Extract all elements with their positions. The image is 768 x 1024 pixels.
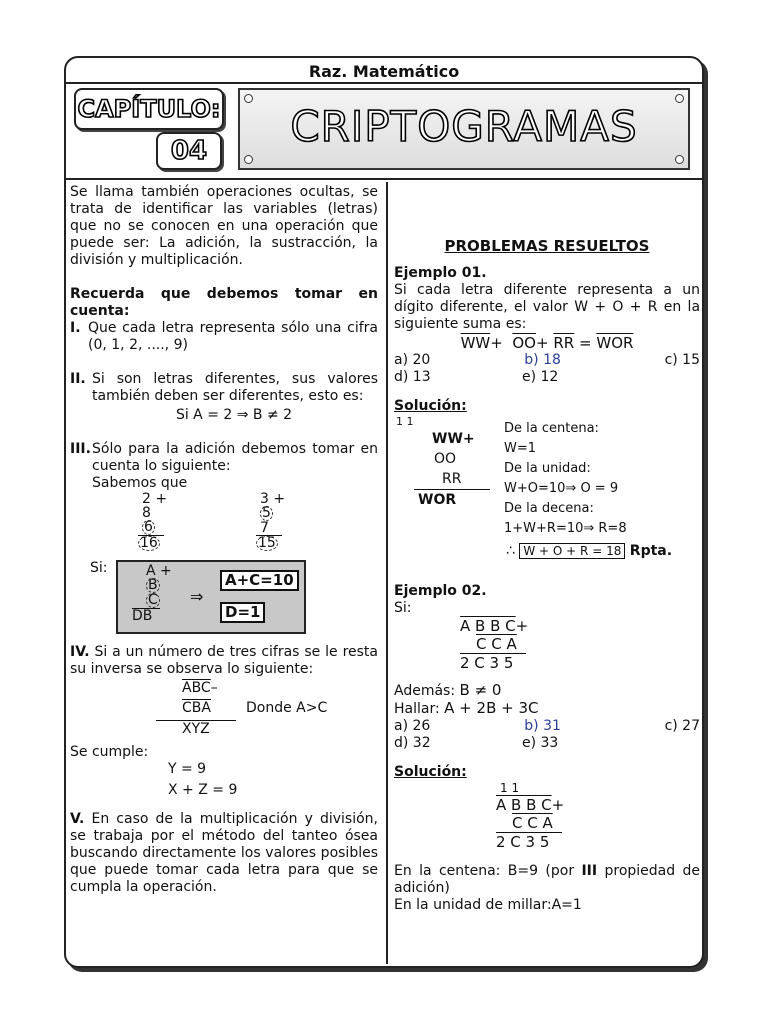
rule-3: III. Sólo para la adición debemos tomar en cuenta lo siguiente: xyxy=(70,441,378,474)
se-cumple: Se cumple: xyxy=(70,744,149,760)
example-2-title: Ejemplo 02. xyxy=(394,583,487,599)
sabemos-que: Sabemos que xyxy=(92,475,188,491)
rule-1: I. Que cada letra representa sólo una cifra (0, 1, 2, ...., 9) xyxy=(70,320,378,353)
example-1-equation: $\overline{WW}+ \overline{OO}+ \overline{RR} = \overline{WOR}$ xyxy=(460,334,634,352)
si-rule-row: Si: A + B C DB ⇒ A+C=10 D=1 xyxy=(70,556,378,634)
solution-2-text: En la centena: B=9 (por III propiedad de adición) xyxy=(394,863,701,896)
addition-example-1: 2 + 8 6 16 xyxy=(140,491,168,551)
example-2-options: a) 26 b) 31 c) 27 xyxy=(394,718,700,734)
page-frame xyxy=(64,56,704,968)
column-separator xyxy=(386,182,388,964)
solution-2-title: Solución: xyxy=(394,764,467,780)
chapter-banner xyxy=(70,84,698,172)
solution-2-operation: 1 1 A B B C+ C C A 2 C 3 5 xyxy=(496,781,565,851)
example-2-condition: Además: B ≠ 0 xyxy=(394,681,502,699)
example-2-find: Hallar: A + 2B + 3C xyxy=(394,699,539,717)
title-plate xyxy=(238,88,690,170)
subject-header: Raz. Matemático xyxy=(308,62,460,81)
solution-1-answer: ∴ W + O + R = 18 Rpta. xyxy=(506,543,673,559)
addition-example-2: 3 + 5 7 15 xyxy=(258,491,286,551)
banner-divider xyxy=(66,178,702,180)
left-column: Se llama también operaciones ocultas, se trata de identificar las variables (letras) que no se conocen en una operación que puede ser: La adición, la sustracción, la división y multiplicación. Recuerda que debemos tomar en cuenta: I. Que cada letra representa sólo una cifra (0, 1, 2, ...., 9) II. Si son letras diferentes, sus valores también deben ser diferentes, esto es: Si A = 2 ⇒ B ≠ 2 III. Sólo para la adición debemos tomar en cuenta lo siguiente: Sabemos que 2 + 8 6 16 3 + 5 7 15 Si: A + B C DB ⇒ A+C=10 D=1 IV. Si a un número de tres cifras se le resta su inversa se observa lo siguiente: $\overline{ABC}-$ $\overline{CBA}$ Donde A>C XYZ Se cumple: Y = 9 X + Z = 9 V. En caso de la multiplicación y división, se trabaja por el método del tanteo ósea buscando directamente los valores posibles que puede tomar cada letra para que se cumpla la operación. xyxy=(70,184,378,895)
rule-5: V. En caso de la multiplicación y división, se trabaja por el método del tanteo ósea buscando directamente los valores posibles que puede tomar cada letra para que se cumpla la operación. xyxy=(70,811,378,895)
example-2-operation: A B B C+ C C A 2 C 3 5 xyxy=(460,617,529,672)
right-column: PROBLEMAS RESUELTOS Ejemplo 01. Si cada letra diferente representa a un dígito diferente, el valor W + O + R en la siguiente suma es: $\overline{WW}+ \overline{OO}+ \overline{RR} = \overline{WOR}$ a) 20 b) 18 c) 15 d) 13 e) 12 Solución: 1 1 WW+ OO RR WOR De la centena: W=1 De la unidad: W+O=10⇒ O = 9 De la decena: 1+W+R=10⇒ R=8 ∴ W + O + R = 18 Rpta. Ejemplo 02. Si: A B B C+ C C A 2 C 3 5 Además: B ≠ 0 Hallar: A + 2B + 3C a) 26 b) 31 c) 27 d) 32 e) 33 Solución: 1 1 A B B C+ C C A 2 C 3 5 En la centena: B=9 (por III propiedad de adición) En la unidad de millar:A=1 xyxy=(394,237,701,913)
rule-2-formula: Si A = 2 ⇒ B ≠ 2 xyxy=(175,407,293,423)
rule-4: IV. Si a un número de tres cifras se le resta su inversa se observa lo siguiente: xyxy=(70,644,378,677)
recuerda-heading: Recuerda que debemos tomar en cuenta: xyxy=(70,286,378,319)
solution-1-title: Solución: xyxy=(394,398,467,414)
solution-1-work: 1 1 WW+ OO RR WOR De la centena: W=1 De la unidad: W+O=10⇒ O = 9 De la decena: 1+W+R=10⇒ R=8 ∴ W + O + R = 18 Rpta. xyxy=(396,415,673,559)
chapter-title: CRIPTOGRAMAS xyxy=(290,102,638,151)
example-1-options: a) 20 b) 18 c) 15 xyxy=(394,352,700,368)
example-1-text: Si cada letra diferente representa a un dígito diferente, el valor W + O + R en la siguiente suma es: xyxy=(394,282,701,332)
implies-icon: ⇒ xyxy=(190,587,204,606)
subtraction-layout: $\overline{ABC}-$ $\overline{CBA}$ Donde A>C XYZ xyxy=(70,678,378,744)
rule-box: A + B C DB ⇒ A+C=10 D=1 xyxy=(116,560,306,634)
solution-2-millar: En la unidad de millar:A=1 xyxy=(394,897,582,913)
chapter-number: 04 xyxy=(156,132,222,170)
intro-paragraph: Se llama también operaciones ocultas, se trata de identificar las variables (letras) que no se conocen en una operación que puede ser: La adición, la sustracción, la división y multiplicación. xyxy=(70,184,378,268)
chapter-label: CAPÍTULO: xyxy=(74,88,224,130)
result-d: D=1 xyxy=(220,602,265,623)
donde-note: Donde A>C xyxy=(246,700,328,716)
problemas-heading: PROBLEMAS RESUELTOS xyxy=(444,237,650,255)
result-a-plus-c: A+C=10 xyxy=(220,570,299,591)
example-1-title: Ejemplo 01. xyxy=(394,265,487,281)
addition-examples xyxy=(70,492,378,556)
rule-2: II. Si son letras diferentes, sus valores también deben ser diferentes, esto es: xyxy=(70,371,378,404)
